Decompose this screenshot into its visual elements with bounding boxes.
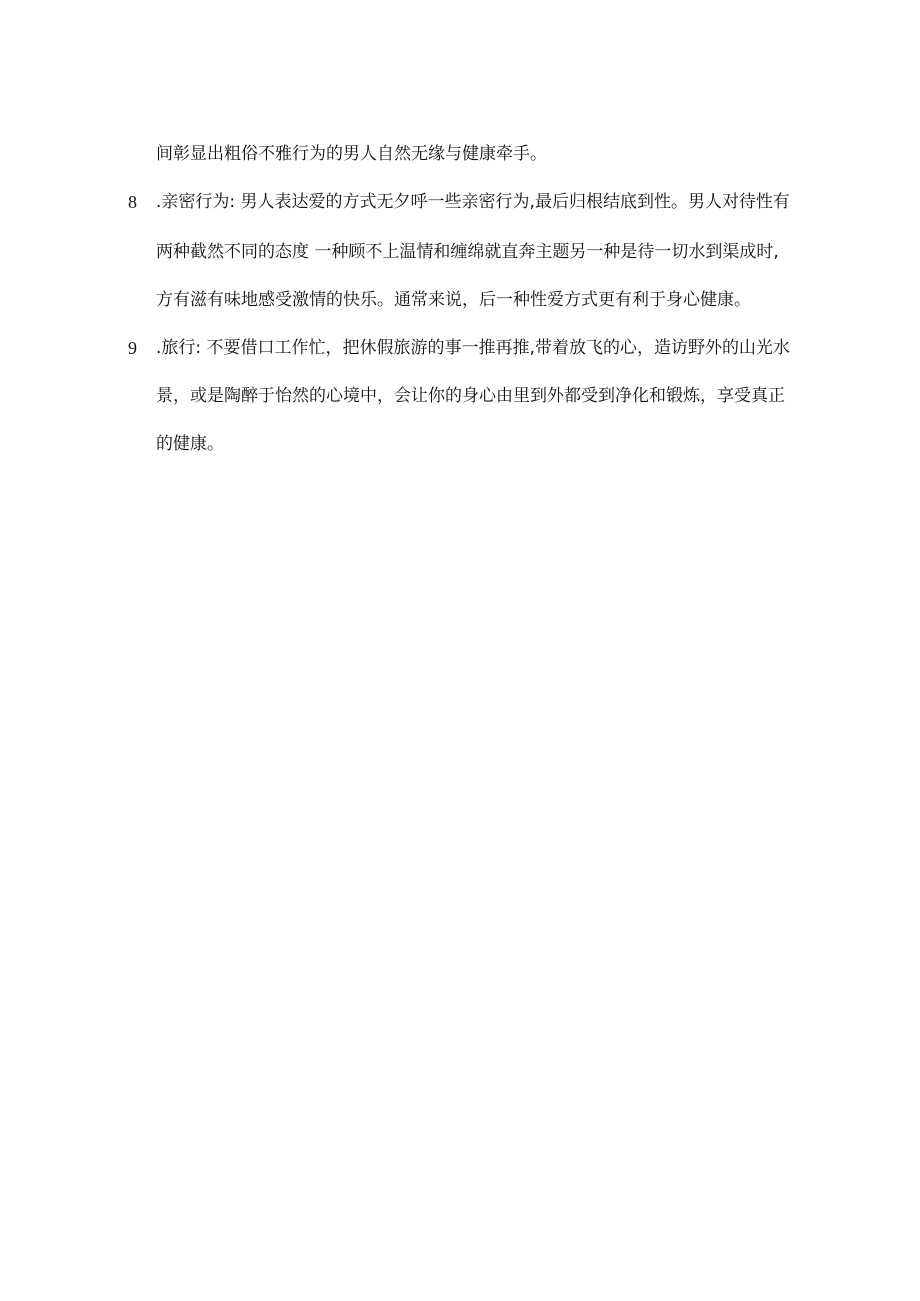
- item-9-line-3: 的健康。: [156, 434, 224, 454]
- paragraph-continuation-line: 间彰显出粗俗不雅行为的男人自然无缘与健康牵手。: [156, 144, 547, 164]
- list-item-number-9: 9: [128, 338, 137, 358]
- item-9-line-2: 景，或是陶醉于怡然的心境中，会让你的身心由里到外都受到净化和锻炼，享受真正: [156, 386, 785, 406]
- item-8-line-1: .亲密行为: 男人表达爱的方式无夕呼一些亲密行为,最后归根结底到性。男人对待性有: [156, 192, 790, 212]
- item-8-line-2: 两种截然不同的态度 一种顾不上温情和缠绵就直奔主题另一种是待一切水到渠成时,: [156, 242, 779, 262]
- item-8-line-3: 方有滋有味地感受激情的快乐。通常来说，后一种性爱方式更有利于身心健康。: [156, 290, 751, 310]
- list-item-number-8: 8: [128, 192, 137, 212]
- item-9-line-1: .旅行: 不要借口工作忙，把休假旅游的事一推再推,带着放飞的心，造访野外的山光水: [156, 338, 790, 358]
